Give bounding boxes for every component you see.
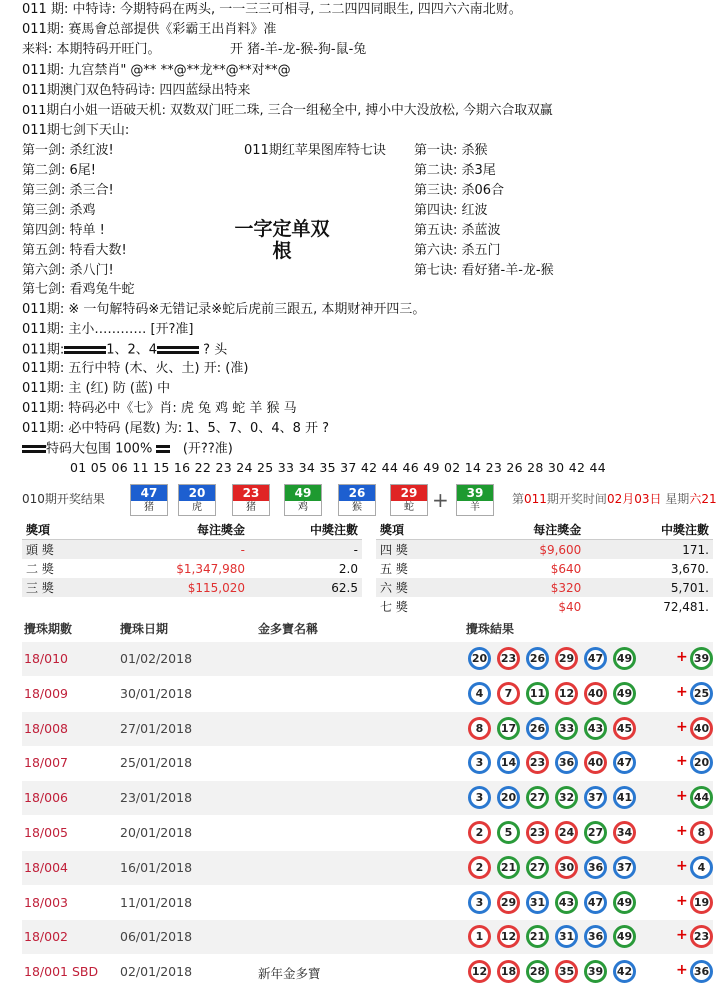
result-ball-zodiac: 羊 (470, 502, 480, 513)
prize-name: 四 獎 (376, 540, 458, 560)
col-prize: 獎項 (22, 520, 94, 540)
history-ball: 17 (497, 717, 520, 740)
history-ball: 47 (584, 891, 607, 914)
line-macau-poem: 011期澳门双色特码诗: 四四蓝绿出特来 (22, 83, 251, 98)
history-ball: 21 (526, 925, 549, 948)
result-ball (338, 484, 376, 516)
prize-amount: $320 (458, 578, 586, 597)
result-ball-number: 47 (131, 485, 167, 501)
prize-table-left (22, 520, 362, 597)
draw-id[interactable]: 18/007 (24, 755, 68, 771)
special-ball: 44 (690, 786, 713, 809)
history-row[interactable] (22, 642, 713, 676)
double-bar-icon (22, 440, 46, 458)
draw-id[interactable]: 18/001 SBD (24, 964, 99, 980)
prize-count: 2.0 (338, 561, 358, 576)
history-ball: 40 (584, 682, 607, 705)
history-ball: 12 (468, 960, 491, 983)
history-ball: 39 (584, 960, 607, 983)
plus-sign: + (676, 683, 688, 700)
history-ball: 41 (613, 786, 636, 809)
result-ball (130, 484, 168, 516)
prize-name: 五 獎 (380, 562, 408, 576)
draw-date: 27/01/2018 (120, 720, 193, 736)
history-ball: 47 (584, 647, 607, 670)
plus-sign: + (676, 962, 688, 979)
prize-amount: $1,347,980 (176, 561, 245, 576)
special-ball: 19 (690, 891, 713, 914)
history-ball: 49 (613, 682, 636, 705)
line-five-elements: 011期: 五行中特 (木、火、土) 开: (准) (22, 361, 249, 376)
plus-sign: + (676, 823, 688, 839)
line-source-zodiac: 开 猪-羊-龙-猴-狗-鼠-兔 (230, 42, 367, 57)
draw-date: 11/01/2018 (120, 894, 193, 910)
jackpot-name: 新年金多寶 (258, 966, 321, 982)
history-ball: 2 (468, 856, 491, 879)
jue-3: 第三诀: 杀06合 (414, 183, 505, 198)
history-ball: 3 (468, 786, 491, 809)
history-row[interactable] (22, 920, 713, 954)
draw-date: 30/01/2018 (120, 685, 193, 701)
result-ball-zodiac: 鸡 (298, 502, 308, 513)
prize-name: 頭 獎 (22, 540, 94, 560)
draw-date: 20/01/2018 (120, 825, 193, 840)
special-ball: 8 (690, 821, 713, 844)
history-row[interactable] (22, 712, 713, 746)
draw-issue: 011 (524, 492, 547, 506)
line-colour: 011期: 主 (红) 防 (蓝) 中 (22, 381, 171, 396)
draw-id[interactable]: 18/006 (24, 790, 68, 806)
result-ball (232, 484, 270, 516)
line-poem: 011 期: 中特诗: 今期特码在两头, 一一三三可相寻, 二二四四同眼生, 四四六六南北财。 (22, 2, 522, 17)
col-amount: 每注獎金 (94, 520, 249, 540)
draw-date: 02/01/2018 (120, 964, 193, 980)
draw-id[interactable]: 18/002 (24, 929, 68, 945)
plus-sign: + (432, 488, 449, 512)
draw-mid: 期开奖时间 (546, 492, 607, 506)
triple-bar-icon (64, 341, 106, 359)
history-ball: 31 (526, 891, 549, 914)
history-ball: 49 (613, 925, 636, 948)
history-ball: 36 (555, 751, 578, 774)
col-count: 中獎注數 (249, 520, 362, 540)
big-slogan: 一字定单双根 (234, 218, 330, 262)
special-ball: 25 (690, 682, 713, 705)
draw-id[interactable]: 18/008 (24, 720, 68, 736)
history-row[interactable] (22, 955, 713, 989)
next-draw-info (512, 490, 717, 507)
prize-amount: - (94, 540, 249, 560)
history-ball: 21 (497, 856, 520, 879)
history-row[interactable] (22, 816, 713, 850)
draw-date: 25/01/2018 (120, 755, 193, 771)
double-bar-icon (156, 440, 170, 458)
line-seven-swords: 011期七剑下天山: (22, 123, 130, 138)
result-ball-number: 49 (285, 485, 321, 501)
special-ball: 23 (690, 925, 713, 948)
history-ball: 29 (555, 647, 578, 670)
special-ball: 39 (690, 647, 713, 670)
history-ball: 30 (555, 856, 578, 879)
sword-3: 第三剑: 杀三合! (22, 183, 114, 198)
history-ball: 40 (584, 751, 607, 774)
sword-4: 第四剑: 特单 ! (22, 223, 105, 238)
result-ball-number: 23 (233, 485, 269, 501)
result-ball (284, 484, 322, 516)
prize-amount: $40 (558, 599, 582, 614)
history-row[interactable] (22, 886, 713, 920)
result-ball-zodiac: 猪 (246, 502, 256, 513)
history-ball: 37 (613, 856, 636, 879)
history-ball: 35 (555, 960, 578, 983)
jue-1: 第一诀: 杀猴 (414, 143, 488, 158)
prize-name: 七 獎 (380, 600, 408, 614)
line-head-prefix: 011期: (22, 342, 65, 358)
history-ball: 26 (526, 717, 549, 740)
history-row[interactable] (22, 677, 713, 711)
draw-id[interactable]: 18/005 (24, 825, 68, 840)
history-ball: 49 (613, 891, 636, 914)
history-ball: 5 (497, 821, 520, 844)
draw-id[interactable]: 18/010 (24, 651, 68, 666)
results-label: 010期开奖结果 (22, 492, 105, 506)
line-head-suffix: ? 头 (203, 342, 228, 358)
history-ball: 28 (526, 960, 549, 983)
line-nine-palace: 011期: 九宫禁肖" @** **@**龙**@**对**@ (22, 63, 291, 78)
special-ball: 40 (690, 717, 713, 740)
jue-5: 第五诀: 杀蓝波 (414, 223, 501, 238)
history-ball: 12 (555, 682, 578, 705)
history-ball: 45 (613, 717, 636, 740)
draw-week: 星期 (661, 492, 690, 506)
history-ball: 20 (497, 786, 520, 809)
hist-col-result: 攪珠結果 (466, 622, 515, 636)
draw-date: 02月03日 (606, 492, 662, 506)
prize-count: 72,481. (663, 599, 709, 614)
sword-5: 第五剑: 特看大数! (22, 243, 127, 258)
result-ball-number: 26 (339, 485, 375, 501)
plus-sign: + (676, 718, 688, 735)
history-ball: 31 (555, 925, 578, 948)
draw-date: 01/02/2018 (120, 651, 193, 666)
draw-date: 06/01/2018 (120, 929, 193, 945)
draw-time: 21 (701, 492, 717, 506)
line-head-nums: 1、2、4 (106, 342, 158, 358)
big-cover-status: (开??准) (182, 441, 233, 457)
result-ball (178, 484, 216, 516)
history-ball: 43 (555, 891, 578, 914)
history-ball: 37 (584, 786, 607, 809)
draw-prefix: 第 (512, 492, 525, 506)
special-ball: 4 (690, 856, 713, 879)
history-ball: 36 (584, 925, 607, 948)
result-ball-zodiac: 猴 (352, 502, 362, 513)
history-ball: 1 (468, 925, 491, 948)
line-main-small: 011期: 主小………… [开?准] (22, 322, 194, 337)
prize-count: - (249, 540, 362, 560)
hist-col-name: 金多寶名稱 (258, 622, 319, 636)
number-list: 01 05 06 11 15 16 22 23 24 25 33 34 35 37 42 44 46 49 02 14 23 26 28 30 42 44 (70, 460, 606, 475)
result-ball-zodiac: 猪 (144, 502, 154, 513)
prize-count: 5,701. (585, 578, 713, 597)
history-ball: 27 (584, 821, 607, 844)
prize-amount: $9,600 (458, 540, 586, 560)
history-row[interactable] (22, 746, 713, 780)
jue-2: 第二诀: 杀3尾 (414, 163, 496, 178)
sword-3b: 第三剑: 杀鸡 (22, 203, 96, 218)
sword-1: 第一剑: 杀红波! (22, 143, 114, 158)
history-ball: 8 (468, 717, 491, 740)
history-ball: 49 (613, 647, 636, 670)
line-tail: 011期: 必中特码 (尾数) 为: 1、5、7、0、4、8 开 ? (22, 421, 330, 436)
sword-7: 第七剑: 看鸡兔牛蛇 (22, 282, 135, 297)
prize-count: 171. (585, 540, 713, 560)
plus-sign: + (676, 649, 688, 665)
draw-day: 六 (689, 492, 702, 506)
history-ball: 23 (526, 751, 549, 774)
draw-results-strip (22, 482, 717, 518)
history-ball: 11 (526, 682, 549, 705)
draw-date: 23/01/2018 (120, 790, 193, 806)
result-ball-number: 29 (391, 485, 427, 501)
line-seven-zodiac: 011期: 特码必中《七》肖: 虎 兔 鸡 蛇 羊 猴 马 (22, 401, 297, 416)
result-ball-number: 39 (457, 485, 493, 501)
draw-id[interactable]: 18/003 (24, 894, 68, 910)
prize-count: 3,670. (670, 561, 709, 576)
history-ball: 3 (468, 891, 491, 914)
draw-date: 16/01/2018 (120, 859, 193, 875)
jue-4: 第四诀: 红波 (414, 203, 488, 218)
line-one-phrase: 011期: ※ 一句解特码※无错记录※蛇后虎前三跟五, 本期财神开四三。 (22, 302, 426, 317)
history-ball: 20 (468, 647, 491, 670)
prize-name: 三 獎 (22, 578, 94, 597)
special-ball: 20 (690, 751, 713, 774)
history-ball: 18 (497, 960, 520, 983)
line-source: 来料: 本期特码开旺门。 (22, 42, 161, 57)
line-hq: 011期: 赛馬會总部提供《彩霸王出肖料》准 (22, 22, 277, 37)
hist-col-date: 攪珠日期 (120, 622, 169, 636)
jue-7: 第七诀: 看好猪-羊-龙-猴 (414, 263, 554, 278)
apple-title: 011期红苹果图库特七诀 (244, 143, 386, 158)
col-prize: 獎項 (376, 520, 458, 540)
plus-sign: + (676, 857, 688, 874)
special-ball: 36 (690, 960, 713, 983)
history-ball: 2 (468, 821, 491, 844)
history-ball: 29 (497, 891, 520, 914)
line-big-cover (22, 440, 233, 459)
history-ball: 42 (613, 960, 636, 983)
history-ball: 14 (497, 751, 520, 774)
history-ball: 4 (468, 682, 491, 705)
jue-6: 第六诀: 杀五门 (414, 243, 501, 258)
sword-2: 第二剑: 6尾! (22, 163, 96, 178)
result-ball (390, 484, 428, 516)
triple-bar-icon (157, 341, 199, 359)
history-ball: 12 (497, 925, 520, 948)
prize-name: 二 獎 (26, 562, 54, 576)
col-amount: 每注獎金 (458, 520, 586, 540)
prize-name: 六 獎 (376, 578, 458, 597)
history-ball: 43 (584, 717, 607, 740)
result-ball-zodiac: 虎 (192, 502, 202, 513)
history-ball: 23 (526, 821, 549, 844)
result-ball (456, 484, 494, 516)
history-ball: 47 (613, 751, 636, 774)
result-ball-zodiac: 蛇 (404, 502, 414, 513)
history-ball: 27 (526, 856, 549, 879)
prize-table-right (376, 520, 713, 616)
history-ball: 7 (497, 682, 520, 705)
history-row[interactable] (22, 781, 713, 815)
plus-sign: + (676, 788, 688, 805)
prize-amount: $640 (550, 561, 582, 576)
line-head (22, 341, 227, 360)
col-count: 中獎注數 (585, 520, 713, 540)
big-cover-label: 特码大包围 100% (46, 441, 153, 457)
history-row[interactable] (22, 851, 713, 885)
history-ball: 3 (468, 751, 491, 774)
history-ball: 36 (584, 856, 607, 879)
result-ball-number: 20 (179, 485, 215, 501)
sword-6: 第六剑: 杀八门! (22, 263, 114, 278)
prize-count: 62.5 (249, 578, 362, 597)
history-ball: 23 (497, 647, 520, 670)
history-ball: 32 (555, 786, 578, 809)
plus-sign: + (676, 753, 688, 770)
history-ball: 34 (613, 821, 636, 844)
history-ball: 33 (555, 717, 578, 740)
prize-amount: $115,020 (94, 578, 249, 597)
history-ball: 27 (526, 786, 549, 809)
plus-sign: + (676, 927, 688, 944)
draw-id[interactable]: 18/004 (24, 859, 68, 875)
plus-sign: + (676, 892, 688, 909)
draw-id[interactable]: 18/009 (24, 685, 68, 701)
history-ball: 24 (555, 821, 578, 844)
history-ball: 26 (526, 647, 549, 670)
line-white-lady: 011期白小姐一语破天机: 双数双门旺二珠, 三合一组秘全中, 搏小中大没放松, 今期六合取双赢 (22, 103, 553, 118)
hist-col-issue: 攪珠期數 (24, 622, 73, 636)
